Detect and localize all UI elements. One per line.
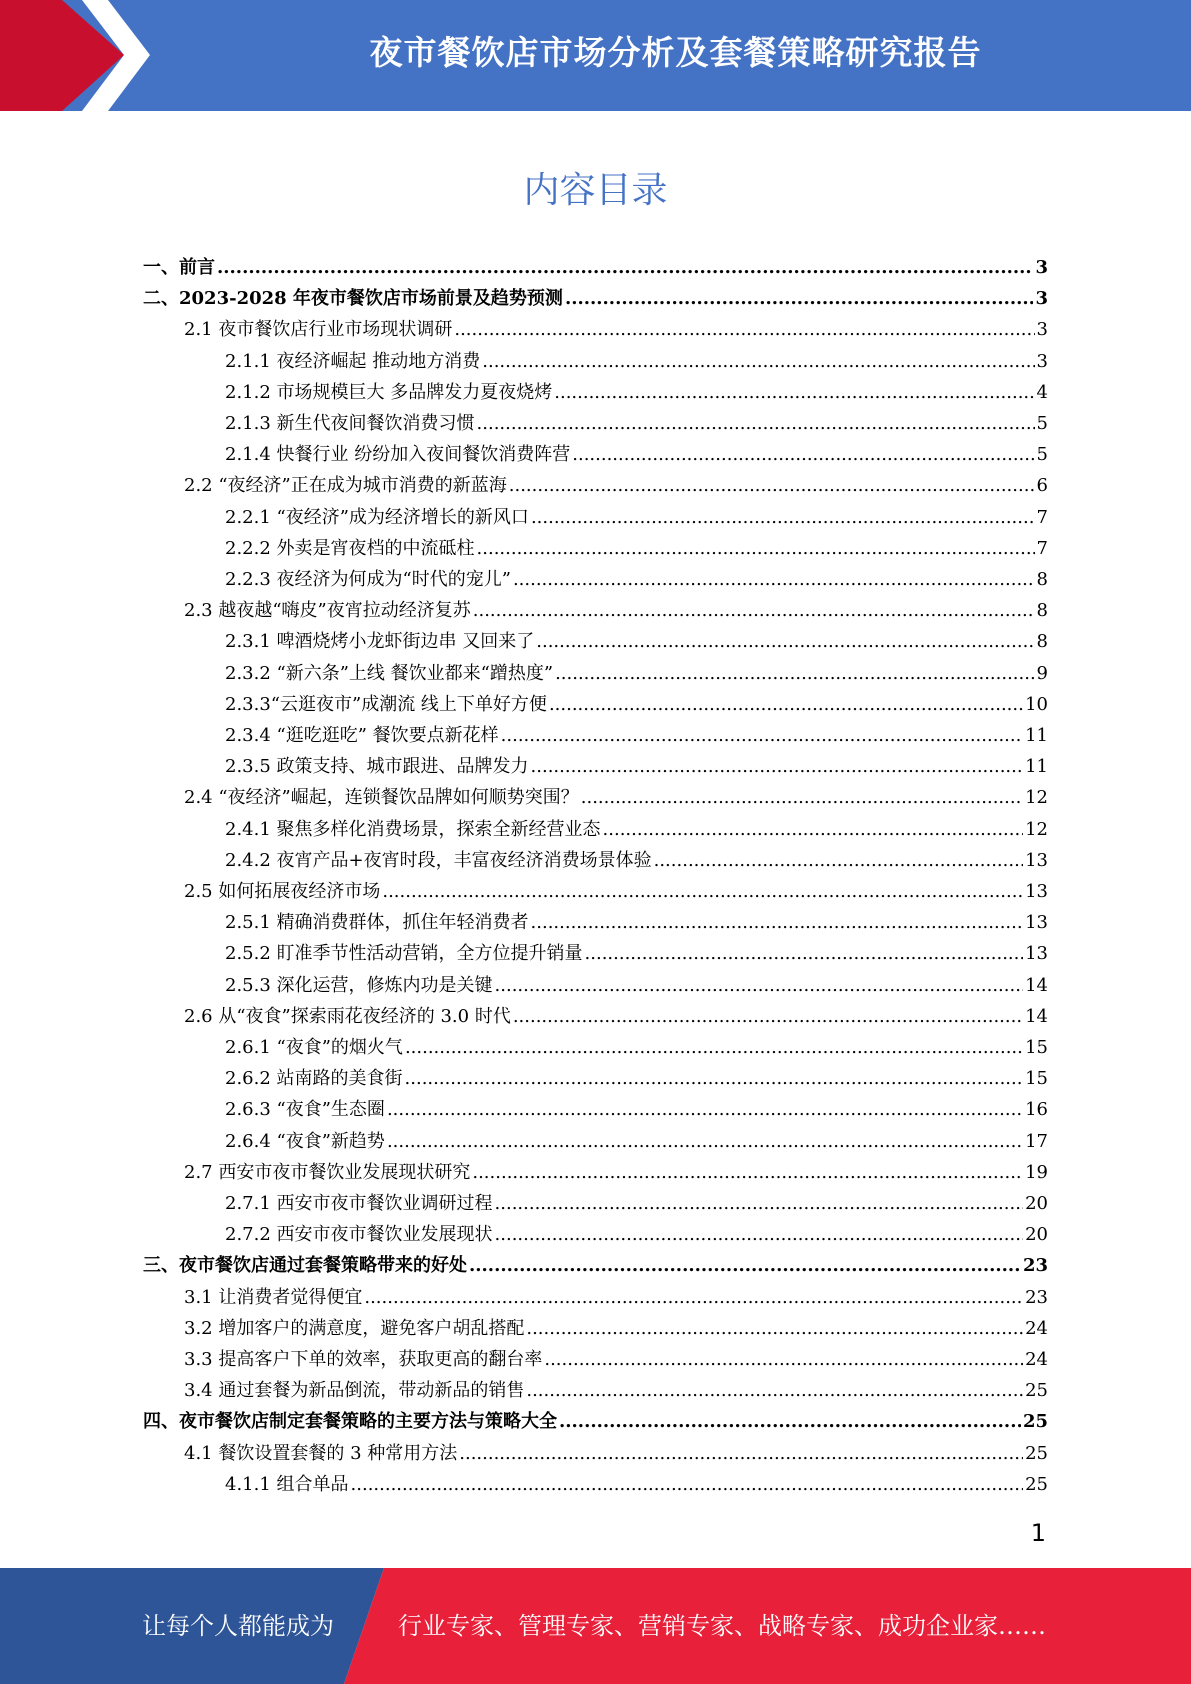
toc-entry[interactable] <box>225 1220 1048 1250</box>
footer-banner <box>0 1568 1191 1684</box>
toc-dot-leader <box>477 409 1035 439</box>
toc-entry-label: 2.2 “夜经济”正在成为城市消费的新蓝海 <box>184 475 507 497</box>
toc-entry-label: 2.6.4 “夜食”新趋势 <box>225 1130 385 1152</box>
toc-entry-page: 15 <box>1025 1068 1048 1090</box>
toc-entry[interactable] <box>143 284 1048 314</box>
toc-dot-leader <box>585 939 1024 969</box>
toc-entry-label: 一、前言 <box>143 257 215 278</box>
toc-dot-leader <box>459 1439 1023 1469</box>
toc-entry-page: 3 <box>1036 350 1048 372</box>
toc-entry-page: 13 <box>1025 912 1048 934</box>
toc-entry[interactable] <box>184 1158 1048 1188</box>
toc-entry-page: 3 <box>1035 257 1048 278</box>
toc-entry[interactable] <box>143 1407 1048 1437</box>
toc-entry-page: 17 <box>1025 1130 1048 1152</box>
toc-entry-page: 19 <box>1025 1161 1048 1183</box>
toc-entry-label: 2.3.4 “逛吃逛吃” 餐饮要点新花样 <box>225 725 499 746</box>
toc-entry[interactable] <box>225 1189 1048 1219</box>
toc-entry[interactable] <box>225 1095 1048 1125</box>
toc-dot-leader <box>572 440 1034 470</box>
toc-dot-leader <box>477 534 1035 564</box>
toc-entry-page: 4 <box>1036 381 1048 403</box>
toc-entry-label: 四、夜市餐饮店制定套餐策略的主要方法与策略大全 <box>143 1411 557 1433</box>
toc-dot-leader <box>387 1095 1023 1125</box>
toc-entry-label: 2.6.3 “夜食”生态圈 <box>225 1099 385 1121</box>
toc-entry[interactable] <box>225 939 1048 969</box>
toc-entry-label: 4.1 餐饮设置套餐的 3 种常用方法 <box>184 1442 458 1464</box>
toc-entry-label: 2.3.2 “新六条”上线 餐饮业都来“蹭热度” <box>225 662 554 684</box>
toc-dot-leader <box>382 877 1023 907</box>
toc-entry-label: 2.3.3“云逛夜市”成潮流 线上下单好方便 <box>225 693 547 715</box>
toc-entry[interactable] <box>225 440 1048 470</box>
footer-slogan-right: 行业专家、管理专家、营销专家、战略专家、成功企业家…… <box>398 1612 1046 1640</box>
toc-entry-page: 25 <box>1025 1442 1048 1464</box>
toc-dot-leader <box>554 378 1034 408</box>
toc-dot-leader <box>217 253 1033 283</box>
toc-dot-leader <box>526 1376 1023 1406</box>
toc-heading: 内容目录 <box>523 170 668 211</box>
toc-entry[interactable] <box>225 347 1048 377</box>
toc-entry-page: 5 <box>1036 413 1048 434</box>
toc-entry-page: 24 <box>1025 1349 1048 1370</box>
toc-entry[interactable] <box>225 503 1048 533</box>
toc-entry[interactable] <box>225 721 1048 751</box>
toc-entry[interactable] <box>225 908 1048 938</box>
toc-dot-leader <box>405 1064 1024 1094</box>
toc-entry[interactable] <box>225 1064 1048 1094</box>
toc-entry-label: 2.1 夜市餐饮店行业市场现状调研 <box>184 319 453 341</box>
toc-entry-label: 2.7 西安市夜市餐饮业发展现状研究 <box>184 1161 471 1183</box>
toc-dot-leader <box>495 1189 1024 1219</box>
toc-entry-page: 11 <box>1025 725 1048 746</box>
toc-entry-label: 2.6 从“夜食”探索雨花夜经济的 3.0 时代 <box>184 1005 511 1027</box>
toc-entry-label: 2.3 越夜越“嗨皮”夜宵拉动经济复苏 <box>184 600 471 622</box>
toc-entry[interactable] <box>184 1345 1048 1375</box>
toc-entry-label: 2.3.5 政策支持、城市跟进、品牌发力 <box>225 756 529 778</box>
toc-entry-page: 25 <box>1022 1411 1048 1433</box>
toc-entry[interactable] <box>184 596 1048 626</box>
toc-entry-page: 5 <box>1036 444 1048 466</box>
toc-dot-leader <box>544 1345 1023 1375</box>
toc-entry-page: 13 <box>1025 881 1048 902</box>
toc-entry[interactable] <box>225 815 1048 845</box>
toc-dot-leader <box>482 347 1034 377</box>
toc-dot-leader <box>364 1283 1023 1313</box>
toc-entry-page: 25 <box>1025 1473 1048 1495</box>
toc-entry-page: 7 <box>1036 537 1048 559</box>
toc-entry-page: 11 <box>1025 756 1048 778</box>
toc-dot-leader <box>549 690 1023 720</box>
toc-dot-leader <box>531 503 1035 533</box>
toc-entry-page: 8 <box>1036 600 1048 622</box>
toc-dot-leader <box>472 1158 1023 1188</box>
footer-slogan-left: 让每个人都能成为 <box>142 1612 334 1640</box>
toc-entry[interactable] <box>225 846 1048 876</box>
toc-entry-label: 3.4 通过套餐为新品倒流，带动新品的销售 <box>184 1380 525 1402</box>
toc-dot-leader <box>513 1002 1023 1032</box>
toc-entry-label: 三、夜市餐饮店通过套餐策略带来的好处 <box>143 1255 467 1277</box>
toc-entry-label: 2.3.1 啤酒烧烤小龙虾街边串 又回来了 <box>225 631 535 653</box>
toc-entry-page: 13 <box>1025 943 1048 965</box>
toc-entry-label: 2.4 “夜经济”崛起，连锁餐饮品牌如何顺势突围？ <box>184 787 579 809</box>
toc-entry-label: 3.3 提高客户下单的效率，获取更高的翻台率 <box>184 1349 543 1370</box>
toc-entry[interactable] <box>184 1314 1048 1344</box>
toc-entry-page: 10 <box>1025 693 1048 715</box>
toc-entry-label: 2.7.1 西安市夜市餐饮业调研过程 <box>225 1193 493 1214</box>
toc-entry-label: 4.1.1 组合单品 <box>225 1473 349 1495</box>
toc-entry[interactable] <box>184 877 1048 907</box>
toc-dot-leader <box>531 752 1024 782</box>
toc-entry-page: 3 <box>1036 319 1048 341</box>
toc-entry[interactable] <box>225 409 1048 439</box>
toc-entry-label: 2.1.2 市场规模巨大 多品牌发力夏夜烧烤 <box>225 381 553 403</box>
toc-dot-leader <box>501 721 1023 751</box>
toc-entry[interactable] <box>225 1470 1048 1500</box>
toc-dot-leader <box>509 471 1035 501</box>
toc-entry[interactable] <box>225 1127 1048 1157</box>
toc-entry[interactable] <box>184 471 1048 501</box>
toc-dot-leader <box>526 1314 1023 1344</box>
toc-entry-label: 2.1.3 新生代夜间餐饮消费习惯 <box>225 413 475 434</box>
toc-entry[interactable] <box>184 1439 1048 1469</box>
toc-dot-leader <box>536 627 1034 657</box>
toc-dot-leader <box>387 1127 1023 1157</box>
toc-dot-leader <box>565 284 1034 314</box>
toc-entry-label: 3.2 增加客户的满意度，避免客户胡乱搭配 <box>184 1317 525 1339</box>
toc-entry[interactable] <box>225 659 1048 689</box>
toc-entry-page: 23 <box>1025 1286 1048 1308</box>
toc-entry-label: 2.4.2 夜宵产品+夜宵时段，丰富夜经济消费场景体验 <box>225 849 652 871</box>
toc-entry-label: 二、2023-2028 年夜市餐饮店市场前景及趋势预测 <box>143 288 563 310</box>
toc-dot-leader <box>603 815 1024 845</box>
page-number: 1 <box>1030 1519 1046 1547</box>
toc-entry-label: 2.5.3 深化运营，修炼内功是关键 <box>225 974 493 996</box>
toc-entry-label: 2.1.1 夜经济崛起 推动地方消费 <box>225 350 481 372</box>
toc-entry[interactable] <box>225 378 1048 408</box>
toc-entry-page: 14 <box>1025 1005 1048 1027</box>
toc-entry-label: 2.6.1 “夜食”的烟火气 <box>225 1037 403 1058</box>
toc-entry[interactable] <box>184 1376 1048 1406</box>
toc-entry[interactable] <box>225 565 1048 595</box>
toc-entry[interactable] <box>184 1283 1048 1313</box>
toc-entry[interactable] <box>225 690 1048 720</box>
toc-entry-page: 15 <box>1025 1037 1048 1058</box>
report-title: 夜市餐饮店市场分析及套餐策略研究报告 <box>369 33 982 72</box>
toc-entry-label: 2.4.1 聚焦多样化消费场景，探索全新经营业态 <box>225 818 601 840</box>
toc-entry[interactable] <box>184 315 1048 345</box>
toc-entry-page: 14 <box>1025 974 1048 996</box>
toc-entry-label: 2.5 如何拓展夜经济市场 <box>184 881 381 902</box>
toc-entry-page: 12 <box>1025 787 1048 809</box>
toc-entry-label: 2.5.2 盯准季节性活动营销，全方位提升销量 <box>225 943 583 965</box>
toc-entry-page: 13 <box>1025 849 1048 871</box>
report-header-banner <box>0 0 1191 111</box>
toc-dot-leader <box>469 1251 1021 1281</box>
toc-entry-page: 7 <box>1036 506 1048 528</box>
toc-dot-leader <box>405 1033 1023 1063</box>
toc-entry[interactable] <box>225 534 1048 564</box>
toc-entry-page: 16 <box>1025 1099 1048 1121</box>
toc-dot-leader <box>559 1407 1021 1437</box>
toc-entry-page: 24 <box>1025 1317 1048 1339</box>
toc-entry-page: 8 <box>1036 631 1048 653</box>
toc-entry-page: 23 <box>1022 1255 1048 1277</box>
toc-dot-leader <box>513 565 1035 595</box>
toc-entry[interactable] <box>225 752 1048 782</box>
toc-entry-page: 12 <box>1025 818 1048 840</box>
toc-entry-page: 20 <box>1025 1193 1048 1214</box>
toc-entry[interactable] <box>225 1033 1048 1063</box>
toc-dot-leader <box>495 1220 1024 1250</box>
toc-dot-leader <box>351 1470 1024 1500</box>
toc-entry-page: 6 <box>1036 475 1048 497</box>
toc-entry-page: 9 <box>1036 662 1048 684</box>
toc-dot-leader <box>654 846 1023 876</box>
toc-dot-leader <box>454 315 1034 345</box>
toc-entry[interactable] <box>143 1251 1048 1281</box>
toc-entry-label: 2.2.1 “夜经济”成为经济增长的新风口 <box>225 506 529 528</box>
toc-entry[interactable] <box>143 253 1048 283</box>
toc-entry-label: 2.6.2 站南路的美食街 <box>225 1068 403 1090</box>
toc-dot-leader <box>581 783 1023 813</box>
toc-dot-leader <box>473 596 1035 626</box>
toc-dot-leader <box>555 659 1034 689</box>
toc-entry-label: 2.5.1 精确消费群体，抓住年轻消费者 <box>225 912 529 934</box>
toc-entry-label: 2.1.4 快餐行业 纷纷加入夜间餐饮消费阵营 <box>225 444 571 466</box>
toc-entry-label: 3.1 让消费者觉得便宜 <box>184 1286 363 1308</box>
toc-entry-page: 3 <box>1035 288 1048 310</box>
toc-entry-label: 2.2.2 外卖是宵夜档的中流砥柱 <box>225 537 475 559</box>
toc-entry[interactable] <box>225 627 1048 657</box>
toc-entry-page: 20 <box>1025 1224 1048 1246</box>
toc-entry-page: 8 <box>1036 569 1048 590</box>
toc-entry-label: 2.2.3 夜经济为何成为“时代的宠儿” <box>225 569 511 590</box>
toc-entry[interactable] <box>225 971 1048 1001</box>
toc-dot-leader <box>495 971 1024 1001</box>
toc-entry[interactable] <box>184 783 1048 813</box>
toc-entry-label: 2.7.2 西安市夜市餐饮业发展现状 <box>225 1224 493 1246</box>
toc-dot-leader <box>531 908 1024 938</box>
toc-entry-page: 25 <box>1025 1380 1048 1402</box>
toc-entry[interactable] <box>184 1002 1048 1032</box>
